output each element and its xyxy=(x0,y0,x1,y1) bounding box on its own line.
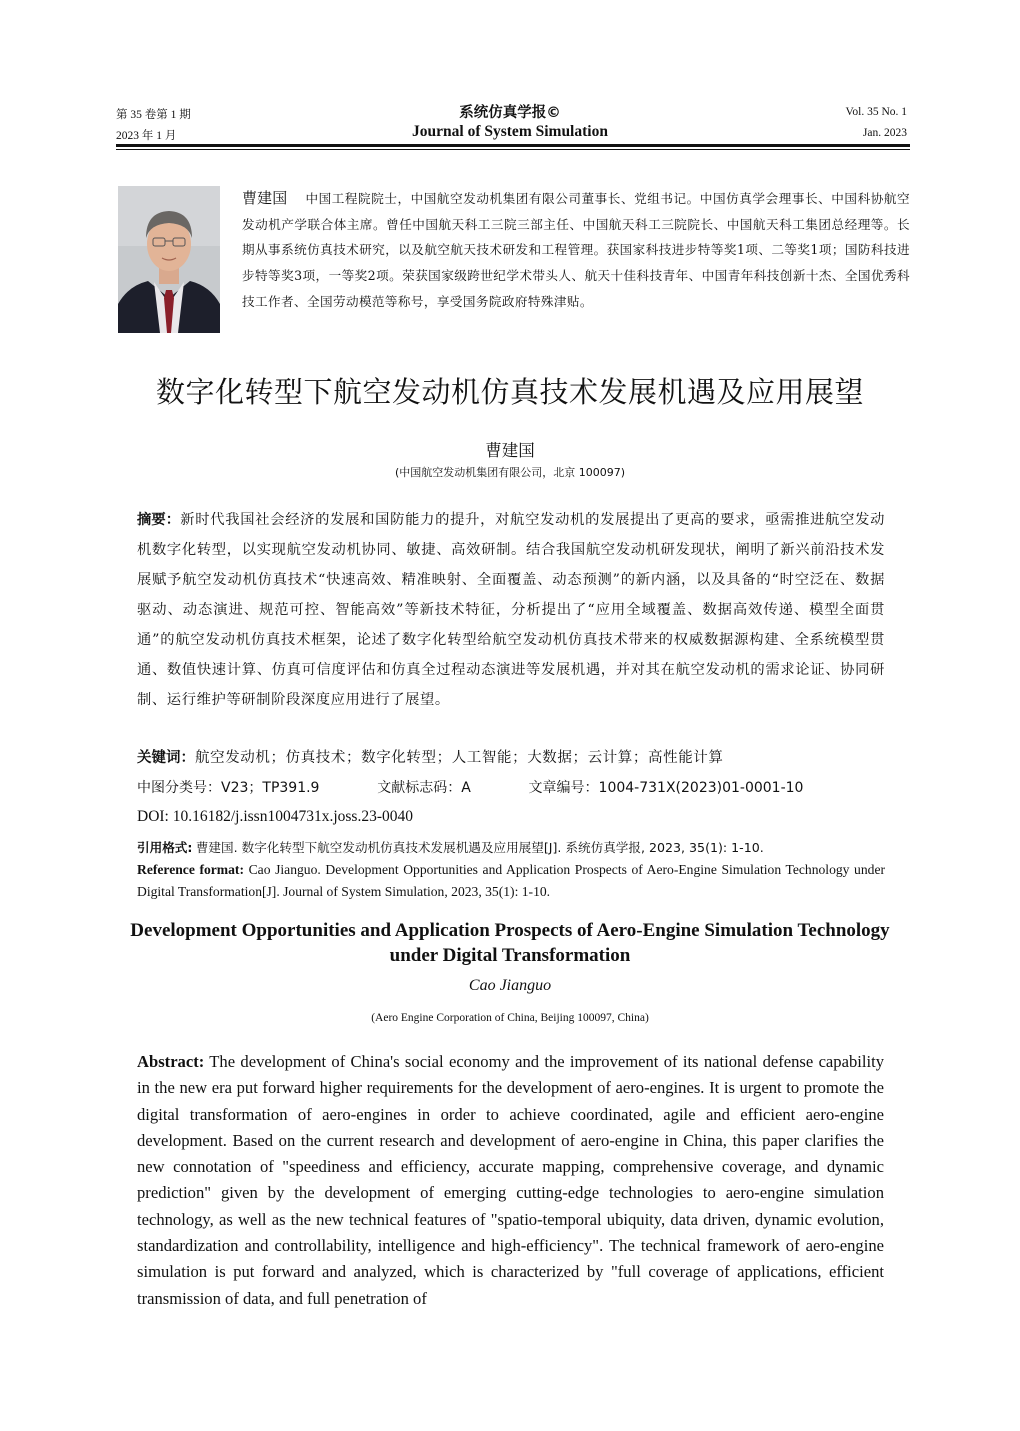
journal-name-zh: 系统仿真学报© xyxy=(459,105,561,121)
header-month: Jan. 2023 xyxy=(862,127,907,139)
header-date: 2023 年 1 月 xyxy=(116,130,177,142)
author-photo xyxy=(118,186,220,333)
paper-title-en: Development Opportunities and Application Prospects of Aero-Engine Simulation Technology under Digital Transformation xyxy=(130,920,890,966)
clc-number: 中图分类号：V23；TP391.9 xyxy=(137,780,320,796)
citation-en-text: Cao Jianguo. Development Opportunities and Application Prospects of Aero-Engine Simulation Technology under Digital Transformation[J]. Journal of System Simulation, 2023, 35(1): 1-10. xyxy=(137,862,886,899)
abstract-en-text: The development of China's social economy and the improvement of its national defense capability in the new era put forward higher requirements for the development of aero-engines. It is urgent to promote the digital transformation of aero-engines in order to achieve coordinated, agile and efficient aero-engine development. Based on the current research and development of aero-engine in China, this paper clarifies the new connotation of "speediness and efficiency, accurate mapping, comprehensive coverage, and dynamic prediction" given by the development of emerging cutting-edge technologies to aero-engine simulation technology, as well as the new technical features of "spatio-temporal ubiquity, data driven, dynamic evolution, standardization and controllability, intelligence and high-efficiency". The technical framework of aero-engine simulation is put forward and analyzed, which is characterized by "full coverage of applications, efficient transmission of data, and full penetration of xyxy=(137,1052,884,1308)
author-name-zh: 曹建国 xyxy=(485,441,535,460)
citation-zh-label: 引用格式: xyxy=(137,840,193,855)
author-name-en: Cao Jianguo xyxy=(468,977,552,994)
keywords-zh-text: 航空发动机；仿真技术；数字化转型；人工智能；大数据；云计算；高性能计算 xyxy=(195,750,724,766)
keywords-zh-label: 关键词： xyxy=(137,750,195,766)
citation-en xyxy=(137,859,885,903)
header-volume-issue: 第 35 卷第 1 期 xyxy=(116,109,191,121)
paper-title-zh: 数字化转型下航空发动机仿真技术发展机遇及应用展望 xyxy=(155,375,864,409)
citation-en-label: Reference format: xyxy=(137,862,244,877)
header-vol-no: Vol. 35 No. 1 xyxy=(845,106,907,118)
header-rule-thin xyxy=(116,149,910,150)
header-rule xyxy=(116,144,910,147)
abstract-en xyxy=(137,1049,884,1312)
journal-name-en: Journal of System Simulation xyxy=(412,123,608,140)
author-bio xyxy=(242,186,910,315)
affiliation-zh: (中国航空发动机集团有限公司，北京 100097) xyxy=(394,466,626,479)
bio-name: 曹建国 xyxy=(242,190,288,207)
keywords-zh xyxy=(137,746,724,767)
document-code: 文献标志码：A xyxy=(377,780,471,796)
doi: DOI: 10.16182/j.issn1004731x.joss.23-0040 xyxy=(137,808,413,825)
bio-text: 中国工程院院士，中国航空发动机集团有限公司董事长、党组书记。中国仿真学会理事长、中国科协航空发动机产学联合体主席。曾任中国航天科工三院三部主任、中国航天科工三院院长、中国航天科工集团总经理等。长期从事系统仿真技术研究，以及航空航天技术研发和工程管理。获国家科技进步特等奖1项、二等奖1项；国防科技进步特等奖3项，一等奖2项。荣获国家级跨世纪学术带头人、航天十佳科技青年、中国青年科技创新十杰、全国优秀科技工作者、全国劳动模范等称号，享受国务院政府特殊津贴。 xyxy=(242,191,910,309)
abstract-zh-text: 新时代我国社会经济的发展和国防能力的提升，对航空发动机的发展提出了更高的要求，亟需推进航空发动机数字化转型，以实现航空发动机协同、敏捷、高效研制。结合我国航空发动机研发现状，阐明了新兴前沿技术发展赋予航空发动机仿真技术“快速高效、精准映射、全面覆盖、动态预测”的新内涵，以及具备的“时空泛在、数据驱动、动态演进、规范可控、智能高效”等新技术特征，分析提出了“应用全域覆盖、数据高效传递、模型全面贯通”的航空发动机仿真技术框架，论述了数字化转型给航空发动机仿真技术带来的权威数据源构建、全系统模型贯通、数值快速计算、仿真可信度评估和仿真全过程动态演进等发展机遇，并对其在航空发动机的需求论证、协同研制、运行维护等研制阶段深度应用进行了展望。 xyxy=(137,512,886,708)
abstract-en-label: Abstract: xyxy=(137,1052,205,1071)
abstract-zh-label: 摘要： xyxy=(137,512,181,528)
abstract-zh xyxy=(137,505,885,715)
citation-block xyxy=(137,837,885,903)
classification-line xyxy=(137,777,803,797)
citation-zh xyxy=(137,837,885,859)
affiliation-en: (Aero Engine Corporation of China, Beijing 100097, China) xyxy=(371,1012,649,1024)
citation-zh-text: 曹建国. 数字化转型下航空发动机仿真技术发展机遇及应用展望[J]. 系统仿真学报, 2023, 35(1): 1-10. xyxy=(195,840,764,855)
article-number: 文章编号：1004-731X(2023)01-0001-10 xyxy=(528,780,804,796)
